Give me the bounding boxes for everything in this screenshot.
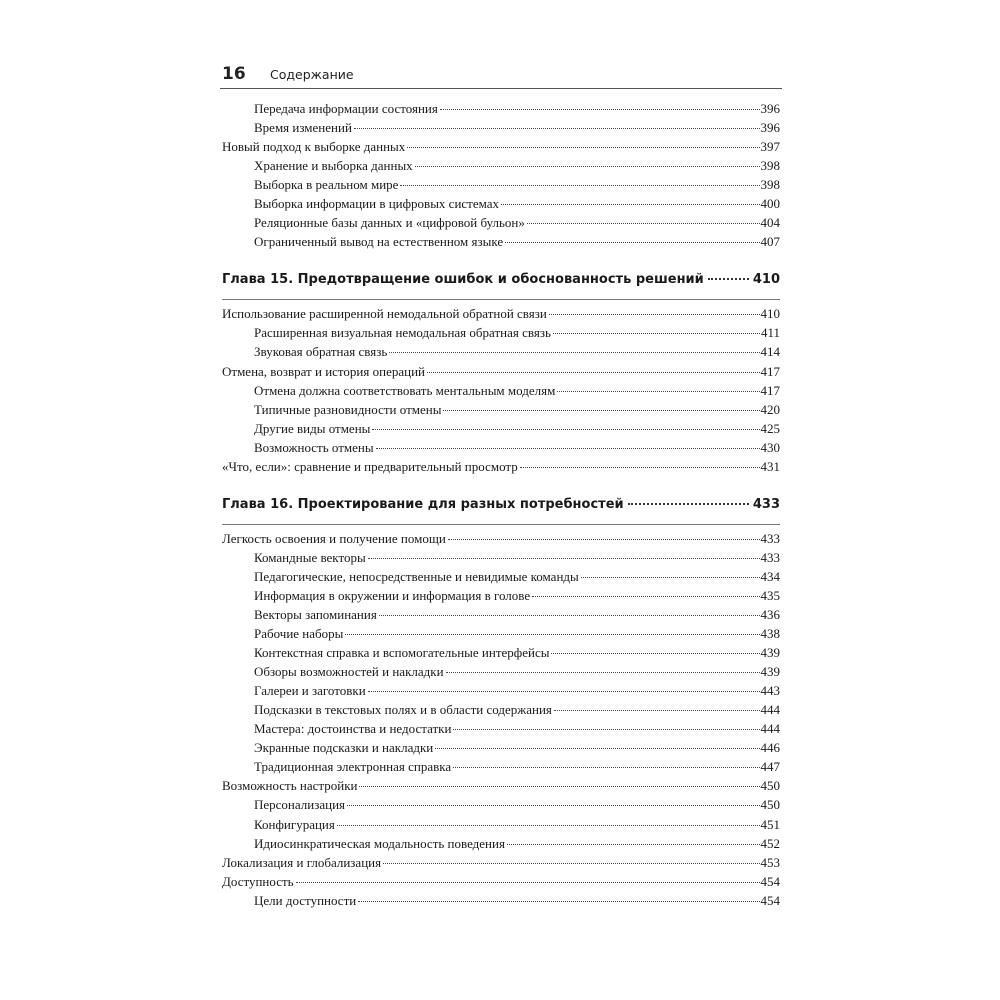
toc-entry[interactable] (222, 344, 780, 363)
dot-leader (345, 634, 759, 635)
dot-leader (551, 653, 759, 654)
toc-entry-page: 444 (760, 721, 780, 737)
dot-leader (446, 672, 760, 673)
toc-entry-page: 452 (760, 835, 780, 851)
toc-entry[interactable] (222, 836, 780, 855)
dot-leader (628, 503, 749, 505)
dot-leader (553, 333, 760, 334)
toc-entry-page: 414 (760, 344, 780, 360)
toc-entry-page: 404 (760, 215, 780, 231)
toc-entry[interactable] (222, 196, 780, 215)
toc-entry-page: 397 (760, 139, 780, 155)
toc-entry-title: Информация в окружении и информация в голове (254, 587, 531, 603)
toc-entry-title: Новый подход к выборке данных (222, 139, 406, 155)
toc-entry-title: Использование расширенной немодальной обратной связи (222, 306, 547, 322)
table-of-contents (222, 101, 780, 912)
toc-entry-page: 444 (760, 702, 780, 718)
dot-leader (443, 410, 759, 411)
dot-leader (368, 691, 760, 692)
dot-leader (427, 372, 760, 373)
toc-entry-title: Передача информации состояния (254, 101, 438, 116)
dot-leader (379, 615, 760, 616)
toc-entry-title: Векторы запоминания (254, 606, 377, 622)
toc-entry-page: 430 (760, 439, 780, 455)
toc-entry[interactable] (222, 440, 780, 459)
toc-section-chapter15 (222, 306, 780, 477)
toc-entry-title: Звуковая обратная связь (254, 344, 388, 360)
toc-entry-title: Время изменений (254, 120, 352, 136)
toc-entry[interactable] (222, 817, 780, 836)
toc-entry-page: 453 (760, 854, 780, 870)
dot-leader (389, 352, 759, 353)
toc-entry-title: Командные векторы (254, 549, 366, 565)
chapter-page: 410 (752, 272, 780, 288)
toc-entry-page: 446 (760, 740, 780, 756)
toc-entry[interactable] (222, 778, 780, 797)
toc-entry-page: 400 (760, 196, 780, 212)
toc-entry-page: 431 (760, 458, 780, 474)
dot-leader (448, 539, 760, 540)
toc-entry-page: 425 (760, 420, 780, 436)
toc-entry-title: Педагогические, непосредственные и невидимые команды (254, 568, 579, 584)
dot-leader (400, 185, 759, 186)
toc-entry-page: 417 (760, 382, 780, 398)
dot-leader (505, 242, 759, 243)
toc-entry-title: Доступность (222, 873, 294, 889)
toc-entry-title: Идиосинкратическая модальность поведения (254, 835, 505, 851)
toc-entry-page: 434 (760, 568, 780, 584)
toc-entry[interactable] (222, 120, 780, 139)
toc-entry[interactable] (222, 177, 780, 196)
dot-leader (372, 429, 759, 430)
toc-entry-title: Типичные разновидности отмены (254, 401, 442, 417)
dot-leader (532, 596, 759, 597)
dot-leader (507, 844, 760, 845)
toc-entry-page: 433 (760, 549, 780, 565)
toc-entry[interactable] (222, 421, 780, 440)
toc-entry-title: Реляционные базы данных и «цифровой бульон» (254, 215, 525, 231)
toc-entry[interactable] (222, 664, 780, 683)
toc-entry-title: Галереи и заготовки (254, 683, 366, 699)
toc-entry[interactable] (222, 101, 780, 120)
dot-leader (407, 147, 759, 148)
toc-section-chapter16 (222, 531, 780, 912)
dot-leader (554, 710, 760, 711)
toc-entry-title: Отмена, возврат и история операций (222, 363, 425, 379)
toc-entry-title: Конфигурация (254, 816, 335, 832)
toc-entry-page: 398 (760, 158, 780, 174)
toc-entry-title: Обзоры возможностей и накладки (254, 664, 444, 680)
page-header (220, 60, 782, 89)
toc-entry-title: Возможность настройки (222, 778, 358, 794)
chapter-15-heading[interactable] (222, 272, 780, 300)
toc-entry-title: Персонализация (254, 797, 346, 813)
toc-entry[interactable] (222, 158, 780, 177)
toc-entry-title: Подсказки в текстовых полях и в области содержания (254, 702, 552, 718)
toc-entry[interactable] (222, 893, 780, 912)
dot-leader (453, 767, 759, 768)
toc-entry-title: Отмена должна соответствовать ментальным моделям (254, 382, 556, 398)
toc-entry-page: 410 (760, 306, 780, 322)
toc-entry[interactable] (222, 459, 780, 478)
toc-entry-page: 450 (760, 778, 780, 794)
chapter-title: Глава 15. Предотвращение ошибок и обоснованность решений (222, 272, 704, 288)
toc-entry[interactable] (222, 855, 780, 874)
dot-leader (520, 467, 760, 468)
dot-leader (501, 204, 759, 205)
toc-entry[interactable] (222, 402, 780, 421)
toc-entry[interactable] (222, 383, 780, 402)
toc-entry[interactable] (222, 569, 780, 588)
toc-entry-title: Контекстная справка и вспомогательные интерфейсы (254, 645, 550, 661)
dot-leader (376, 448, 760, 449)
dot-leader (415, 166, 760, 167)
toc-entry[interactable] (222, 234, 780, 253)
toc-entry-title: Цели доступности (254, 892, 357, 908)
dot-leader (435, 748, 759, 749)
toc-entry-title: Мастера: достоинства и недостатки (254, 721, 452, 737)
toc-entry-page: 451 (760, 816, 780, 832)
toc-entry-page: 433 (760, 530, 780, 546)
toc-entry[interactable] (222, 306, 780, 325)
toc-entry-title: Возможность отмены (254, 439, 374, 455)
toc-entry-page: 420 (760, 401, 780, 417)
dot-leader (368, 558, 760, 559)
toc-entry-title: Выборка в реальном мире (254, 177, 399, 193)
toc-entry-page: 447 (760, 759, 780, 775)
toc-entry[interactable] (222, 683, 780, 702)
toc-entry-page: 443 (760, 683, 780, 699)
toc-entry-title: Локализация и глобализация (222, 854, 382, 870)
toc-entry[interactable] (222, 702, 780, 721)
toc-entry[interactable] (222, 364, 780, 383)
dot-leader (453, 729, 759, 730)
dot-leader (358, 901, 759, 902)
toc-entry[interactable] (222, 215, 780, 234)
toc-entry-page: 396 (760, 101, 780, 116)
running-title: Содержание (270, 67, 354, 82)
toc-entry-page: 436 (760, 606, 780, 622)
dot-leader (359, 786, 759, 787)
dot-leader (347, 805, 759, 806)
toc-entry[interactable] (222, 139, 780, 158)
toc-entry[interactable] (222, 607, 780, 626)
toc-entry-title: Другие виды отмены (254, 420, 371, 436)
dot-leader (708, 278, 749, 280)
dot-leader (527, 223, 760, 224)
toc-entry-page: 438 (760, 626, 780, 642)
dot-leader (581, 577, 760, 578)
toc-entry-page: 439 (760, 645, 780, 661)
dot-leader (296, 882, 760, 883)
toc-entry-title: Рабочие наборы (254, 626, 344, 642)
toc-entry[interactable] (222, 531, 780, 550)
chapter-title: Глава 16. Проектирование для разных потребностей (222, 496, 624, 512)
toc-entry-page: 396 (760, 120, 780, 136)
toc-entry-title: Расширенная визуальная немодальная обратная связь (254, 325, 551, 341)
toc-entry[interactable] (222, 325, 780, 344)
toc-entry[interactable] (222, 626, 780, 645)
page-number: 16 (222, 64, 246, 84)
toc-entry-title: Легкость освоения и получение помощи (222, 530, 446, 546)
chapter-16-heading[interactable] (222, 497, 780, 525)
toc-entry-title: Хранение и выборка данных (254, 158, 413, 174)
dot-leader (557, 391, 759, 392)
toc-entry-page: 417 (760, 363, 780, 379)
toc-entry-title: Традиционная электронная справка (254, 759, 452, 775)
chapter-page: 433 (752, 496, 780, 512)
toc-entry[interactable] (222, 721, 780, 740)
toc-entry-page: 398 (760, 177, 780, 193)
toc-entry-title: Ограниченный вывод на естественном языке (254, 234, 504, 250)
toc-entry-page: 411 (760, 325, 780, 341)
toc-entry-page: 454 (760, 892, 780, 908)
toc-entry[interactable] (222, 874, 780, 893)
toc-entry-title: Выборка информации в цифровых системах (254, 196, 500, 212)
toc-section-chapter14-tail (222, 101, 780, 253)
toc-entry[interactable] (222, 550, 780, 569)
toc-entry[interactable] (222, 645, 780, 664)
toc-entry[interactable] (222, 797, 780, 816)
toc-entry[interactable] (222, 588, 780, 607)
dot-leader (549, 314, 760, 315)
toc-entry-title: Экранные подсказки и накладки (254, 740, 434, 756)
dot-leader (440, 109, 760, 110)
toc-entry-page: 407 (760, 234, 780, 250)
toc-entry-page: 439 (760, 664, 780, 680)
dot-leader (383, 863, 759, 864)
toc-entry-page: 435 (760, 587, 780, 603)
toc-entry-title: «Что, если»: сравнение и предварительный просмотр (222, 458, 518, 474)
dot-leader (337, 825, 760, 826)
toc-entry-page: 450 (760, 797, 780, 813)
toc-entry-page: 454 (760, 873, 780, 889)
toc-entry[interactable] (222, 740, 780, 759)
toc-entry[interactable] (222, 759, 780, 778)
dot-leader (354, 128, 760, 129)
